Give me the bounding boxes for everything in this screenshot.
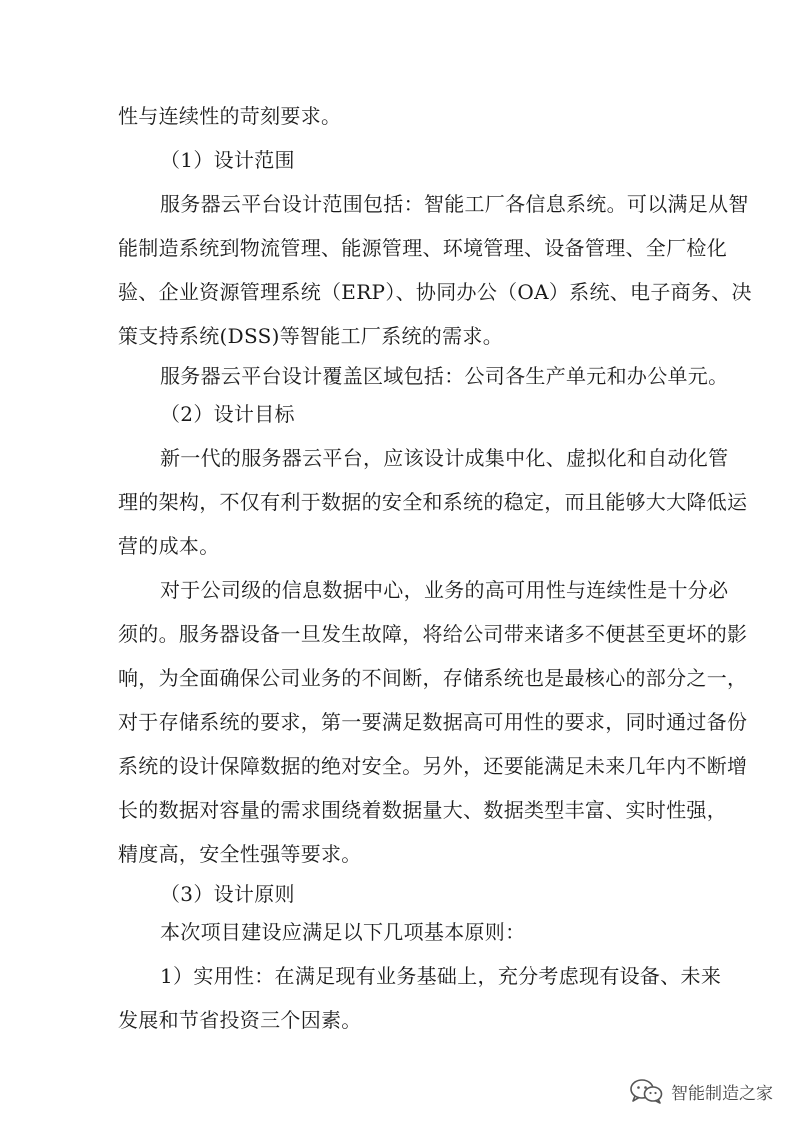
section-heading-scope: （1）设计范围 — [160, 148, 295, 172]
text-line: 对于公司级的信息数据中心，业务的高可用性与连续性是十分必 — [160, 578, 729, 602]
text-line: 验、企业资源管理系统（ERP）、协同办公（OA）系统、电子商务、决 — [118, 280, 752, 304]
text-line: 发展和节省投资三个因素。 — [118, 1008, 362, 1032]
text-line: 营的成本。 — [118, 534, 220, 558]
text-line: 系统的设计保障数据的绝对安全。另外，还要能满足未来几年内不断增 — [118, 754, 748, 778]
watermark — [629, 1078, 773, 1104]
text-line: 新一代的服务器云平台，应该设计成集中化、虚拟化和自动化管 — [160, 446, 729, 470]
text-line: 服务器云平台设计覆盖区域包括：公司各生产单元和办公单元。 — [160, 364, 729, 388]
text-line: 响，为全面确保公司业务的不间断，存储系统也是最核心的部分之一， — [118, 666, 748, 690]
text-line: 策支持系统(DSS)等智能工厂系统的需求。 — [118, 324, 503, 348]
text-line: 精度高，安全性强等要求。 — [118, 842, 362, 866]
text-line: 本次项目建设应满足以下几项基本原则： — [160, 920, 526, 944]
wechat-icon — [629, 1078, 663, 1104]
text-line: 服务器云平台设计范围包括：智能工厂各信息系统。可以满足从智 — [160, 192, 749, 216]
text-line: 对于存储系统的要求，第一要满足数据高可用性的要求，同时通过备份 — [118, 710, 748, 734]
section-heading-principles: （3）设计原则 — [160, 882, 295, 906]
section-heading-goal: （2）设计目标 — [160, 402, 295, 426]
text-line: 须的。服务器设备一旦发生故障，将给公司带来诸多不便甚至更坏的影 — [118, 622, 748, 646]
text-line: 长的数据对容量的需求围绕着数据量大、数据类型丰富、实时性强， — [118, 798, 727, 822]
text-line: 能制造系统到物流管理、能源管理、环境管理、设备管理、全厂检化 — [118, 236, 727, 260]
text-line: 理的架构，不仅有利于数据的安全和系统的稳定，而且能够大大降低运 — [118, 490, 748, 514]
text-line: 1）实用性：在满足现有业务基础上，充分考虑现有设备、未来 — [160, 964, 722, 988]
watermark-text: 智能制造之家 — [671, 1083, 773, 1104]
text-line: 性与连续性的苛刻要求。 — [118, 104, 342, 128]
